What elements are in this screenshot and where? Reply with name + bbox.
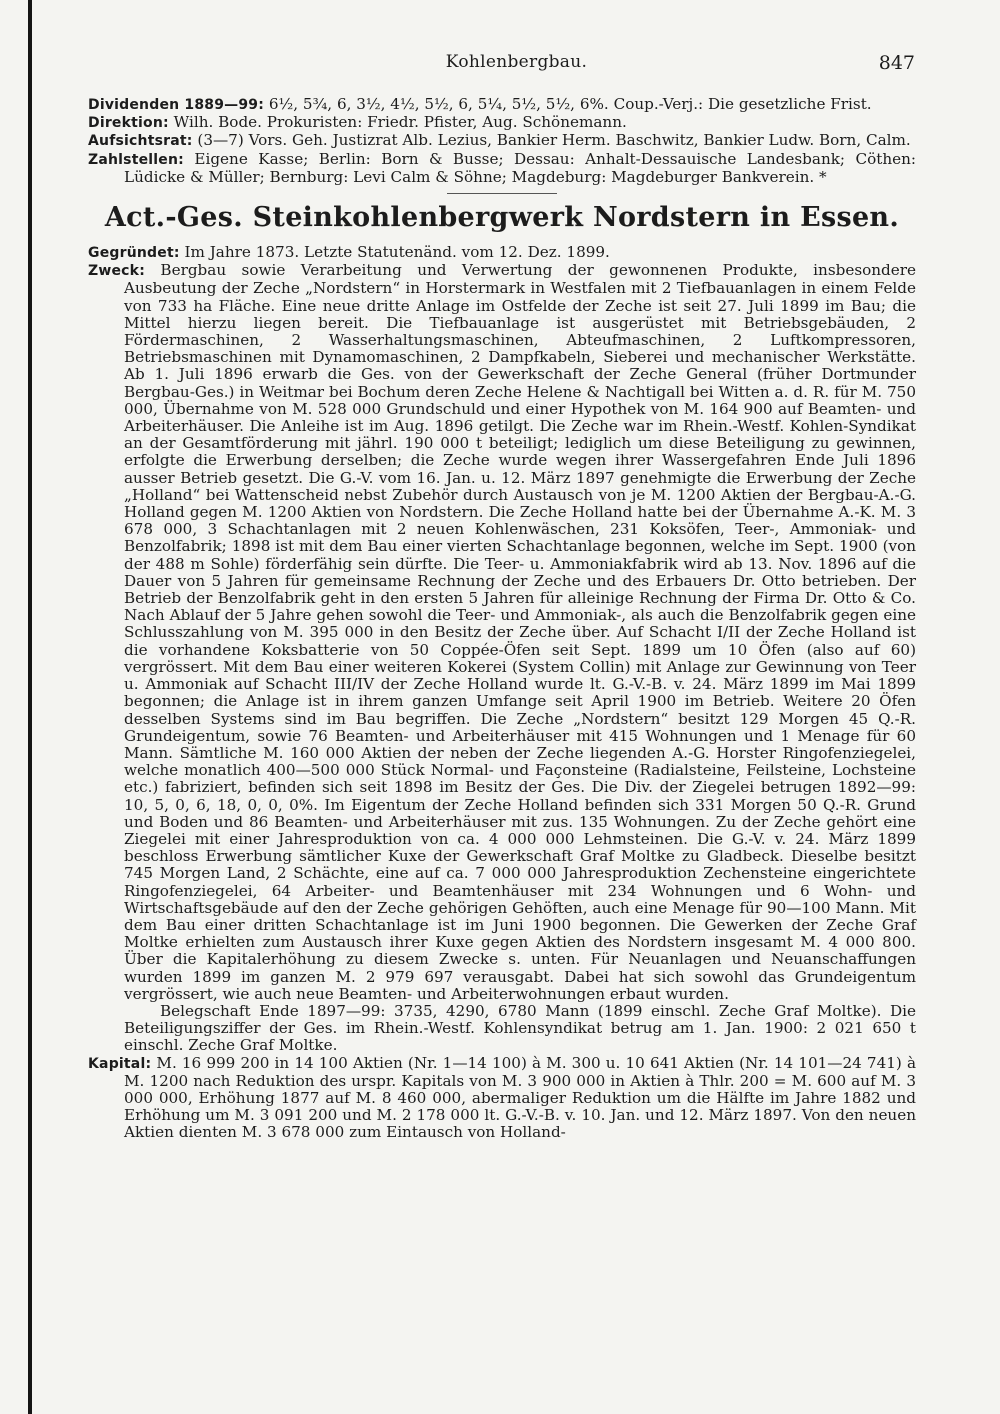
entry-label: Direktion: <box>88 115 169 132</box>
entry-text: Bergbau sowie Verarbeitung und Verwertung der gewonnenen Produkte, insbesondere Ausbeutung der Zeche „Nordstern“ in Horstermark in Westfalen mit 2 Tiefbauanlagen in einem Felde von 733 ha Fläche. Eine neue dritte Anlage im Ostfelde der Zeche ist seit 27. Juli 1899 im Bau; die Mittel hierzu liegen bereit. Die Tiefbauanlage ist ausgerüstet mit Betriebsgebäuden, 2 Fördermaschinen, 2 Wasserhaltungsmaschinen, Abteufmaschinen, 2 Luftkompressoren, Betriebsmaschinen mit Dynamomaschinen, 2 Dampfkabeln, Sieberei und mechanischer Werkstätte. Ab 1. Juli 1896 erwarb die Ges. von der Gewerkschaft der Zeche General (früher Dortmunder Bergbau-Ges.) in Weitmar bei Bochum deren Zeche Helene & Nachtigall bei Witten a. d. R. für M. 750 000, Übernahme von M. 528 000 Grundschuld und einer Hypothek von M. 164 900 auf Beamten- und Arbeiterhäuser. Die Anleihe ist im Aug. 1896 getilgt. Die Zeche war im Rhein.-Westf. Kohlen-Syndikat an der Gesamtförderung mit jährl. 190 000 t beteiligt; lediglich um diese Beteiligung zu gewinnen, erfolgte die Erwerbung derselben; die Zeche wurde wegen ihrer Wassergefahren Ende Juli 1896 ausser Betrieb gesetzt. Die G.-V. vom 16. Jan. u. 12. März 1897 genehmigte die Erwerbung der Zeche „Holland“ bei Wattenscheid nebst Zubehör durch Austausch von je M. 1200 Aktien der Bergbau-A.-G. Holland gegen M. 1200 Aktien von Nordstern. Die Zeche Holland hatte bei der Übernahme A.-K. M. 3 678 000, 3 Schachtanlagen mit 2 neuen Kohlenwäschen, 231 Koksöfen, Teer-, Ammoniak- und Benzolfabrik; 1898 ist mit dem Bau einer vierten Schachtanlage begonnen, welche im Sept. 1900 (von der 488 m Sohle) förderfähig sein dürfte. Die Teer- u. Ammoniakfabrik wird ab 13. Nov. 1896 auf die Dauer von 5 Jahren für gemeinsame Rechnung der Zeche und des Erbauers Dr. Otto betrieben. Der Betrieb der Benzolfabrik geht in den ersten 5 Jahren für alleinige Rechnung der Firma Dr. Otto & Co. Nach Ablauf der 5 Jahre gehen sowohl die Teer- und Ammoniak-, als auch die Benzolfabrik gegen eine Schlusszahlung von M. 395 000 in den Besitz der Zeche über. Auf Schacht I/II der Zeche Holland ist die vorhandene Koksbatterie von 50 Coppée-Öfen seit Sept. 1899 um 10 Öfen (also auf 60) vergrössert. Mit dem Bau einer weiteren Kokerei (System Collin) mit Anlage zur Gewinnung von Teer u. Ammoniak auf Schacht III/IV der Zeche Holland wurde lt. G.-V.-B. v. 24. März 1899 im Mai 1899 begonnen; die Anlage ist in ihrem ganzen Umfange seit April 1900 im Betrieb. Weitere 20 Öfen desselben Systems sind im Bau begriffen. Die Zeche „Nordstern“ besitzt 129 Morgen 45 Q.-R. Grundeigentum, sowie 76 Beamten- und Arbeiterhäuser mit 415 Wohnungen und 1 Menage für 60 Mann. Sämtliche M. 160 000 Aktien der neben der Zeche liegenden A.-G. Horster Ringofenziegelei, welche monatlich 400—500 000 Stück Normal- und Façonsteine (Radialsteine, Feilsteine, Lochsteine etc.) fabriziert, befinden sich seit 1898 im Besitz der Ges. Die Div. der Ziegelei betrugen 1892—99: 10, 5, 0, 6, 18, 0, 0, 0%. Im Eigentum der Zeche Holland befinden sich 331 Morgen 50 Q.-R. Grund und Boden und 86 Beamten- und Arbeiterhäuser mit zus. 135 Wohnungen. Zu der Zeche gehört eine Ziegelei mit einer Jahresproduktion von ca. 4 000 000 Lehmsteinen. Die G.-V. v. 24. März 1899 beschloss Erwerbung sämtlicher Kuxe der Gewerkschaft Graf Moltke zu Gladbeck. Dieselbe besitzt 745 Morgen Land, 2 Schächte, eine auf ca. 7 000 000 Jahresproduktion Zechensteine eingerichtete Ringofenziegelei, 64 Arbeiter- und Beamtenhäuser mit 234 Wohnungen und 6 Wohn- und Wirtschaftsgebäude auf den der Zeche gehörigen Gehöften, auch eine Menage für 90—100 Mann. Mit dem Bau einer dritten Schachtanlage ist im Juni 1900 begonnen. Die Gewerken der Zeche Graf Moltke erhielten zum Austausch ihrer Kuxe gegen Aktien des Nordstern insgesamt M. 4 000 800. Über die Kapitalerhöhung zu diesem Zwecke s. unten. Für Neuanlagen und Neuanschaffungen wurden 1899 im ganzen M. 2 979 697 verausgabt. Dabei hat sich sowohl das Grundeigentum vergrössert, wie auch neue Beamten- und Arbeiterwohnungen erbaut wurden. <box>124 261 917 1003</box>
entry-text: M. 16 999 200 in 14 100 Aktien (Nr. 1—14 100) à M. 300 u. 10 641 Aktien (Nr. 14 101—24 741) à M. 1200 nach Reduktion des urspr. Kapitals von M. 3 900 000 in Aktien à Thlr. 200 = M. 600 auf M. 3 000 000, Erhöhung 1877 auf M. 8 460 000, abermaliger Reduktion um die Hälfte im Jahre 1882 und Erhöhung um M. 3 091 200 und M. 2 178 000 lt. G.-V.-B. v. 10. Jan. und 12. März 1897. Von den neuen Aktien dienten M. 3 678 000 zum Eintausch von Holland- <box>124 1053 916 1142</box>
page-content <box>88 96 916 1142</box>
company-title: Act.-Ges. Steinkohlenbergwerk Nordstern in Essen. <box>104 202 900 234</box>
entry-text: Eigene Kasse; Berlin: Born & Busse; Dessau: Anhalt-Dessauische Landesbank; Cöthen: Lüdicke & Müller; Bernburg: Levi Calm & Söhne; Magdeburg: Magdeburger Bankverein. * <box>124 149 917 186</box>
entry-aufsichtsrat <box>88 132 916 150</box>
entry-belegschaft <box>88 1003 916 1055</box>
page-header <box>118 52 915 82</box>
entry-label: Kapital: <box>88 1055 152 1072</box>
entry-label: Dividenden 1889—99: <box>88 97 265 113</box>
entry-text: Im Jahre 1873. Letzte Statutenänd. vom 12. Dez. 1899. <box>184 243 610 262</box>
entry-kapital <box>88 1055 916 1142</box>
entry-gegruendet <box>88 244 916 262</box>
entry-dividenden <box>88 96 916 114</box>
entry-label: Aufsichtsrat: <box>88 133 193 150</box>
page-edge-line <box>28 0 32 1414</box>
entry-text: Wilh. Bode. Prokuristen: Friedr. Pfister, Aug. Schönemann. <box>173 113 627 132</box>
entry-label: Zweck: <box>88 263 145 280</box>
section-divider <box>447 193 557 194</box>
page-number: 847 <box>878 52 915 74</box>
running-title: Kohlenbergbau. <box>445 52 588 72</box>
entry-zweck <box>88 262 916 1003</box>
entry-text: 6½, 5¾, 6, 3½, 4½, 5½, 6, 5¼, 5½, 5½, 6%. Coup.-Verj.: Die gesetzliche Frist. <box>268 95 872 113</box>
entry-label: Gegründet: <box>88 245 180 262</box>
entry-text: Belegschaft Ende 1897—99: 3735, 4290, 6780 Mann (1899 einschl. Zeche Graf Moltke). Die Beteiligungsziffer der Ges. im Rhein.-Westf. Kohlensyndikat betrug am 1. Jan. 1900: 2 021 650 t einschl. Zeche Graf Moltke. <box>124 1001 916 1055</box>
entry-text: (3—7) Vors. Geh. Justizrat Alb. Lezius, Bankier Herm. Baschwitz, Bankier Ludw. Born, Calm. <box>197 131 911 150</box>
entry-zahlstellen <box>88 151 916 186</box>
entry-direktion <box>88 114 916 132</box>
entry-label: Zahlstellen: <box>88 151 184 168</box>
